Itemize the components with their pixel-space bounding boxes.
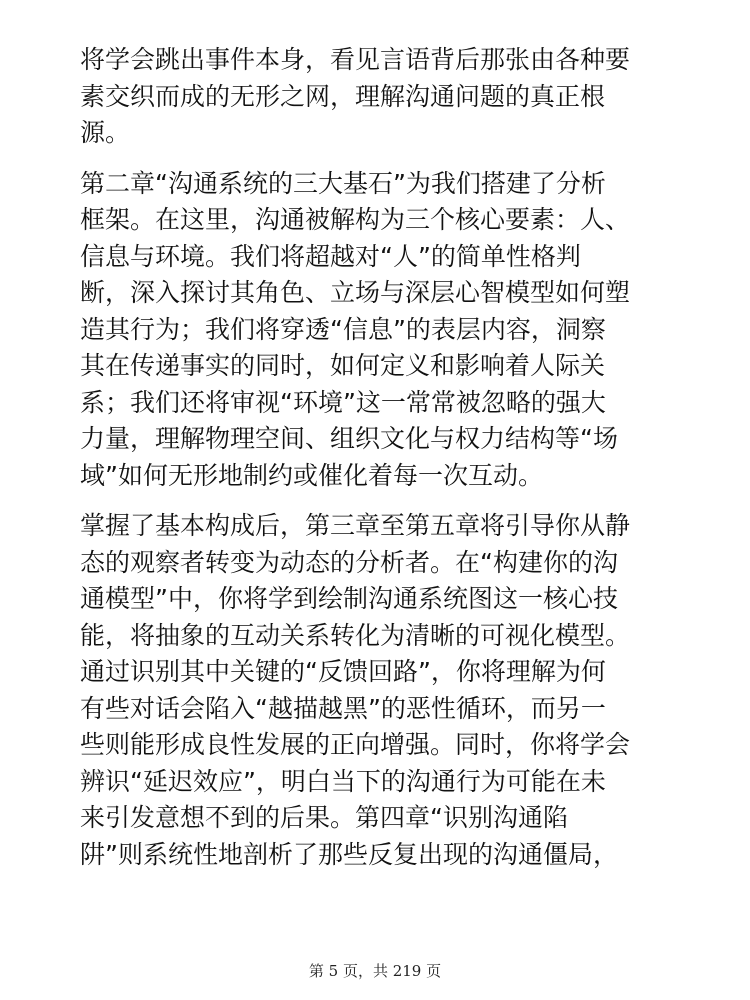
text-line: 掌握了基本构成后，第三章至第五章将引导你从静 (80, 511, 631, 540)
text-line: 力量，理解物理空间、组织文化与权力结构等“场 (80, 424, 618, 453)
text-line: 信息与环境。我们将超越对“人”的简单性格判 (80, 241, 581, 271)
text-line: 通过识别其中关键的“反馈回路”，你将理解为何 (80, 657, 606, 686)
paragraph-2 (80, 166, 680, 495)
text-line: 有些对话会陷入“越描越黑”的恶性循环，而另一 (80, 693, 606, 723)
text-line: 将学会跳出事件本身，看见言语背后那张由各种要 (80, 45, 631, 74)
paragraph-3 (80, 508, 680, 873)
text-line: 域”如何无形地制约或催化着每一次互动。 (80, 460, 543, 490)
text-line: 断，深入探讨其角色、立场与深层心智模型如何塑 (80, 278, 631, 307)
text-line: 些则能形成良性发展的正向增强。同时，你将学会 (80, 730, 631, 759)
text-line: 能，将抽象的互动关系转化为清晰的可视化模型。 (80, 620, 631, 650)
text-line: 辨识“延迟效应”，明白当下的沟通行为可能在未 (80, 766, 606, 796)
page-number: 第 5 页，共 219 页 (308, 962, 442, 980)
text-line: 第二章“沟通系统的三大基石”为我们搭建了分析 (80, 168, 606, 198)
text-line: 来引发意想不到的后果。第四章“识别沟通陷 (80, 803, 568, 832)
text-line: 通模型”中，你将学到绘制沟通系统图这一核心技 (80, 584, 618, 613)
text-line: 框架。在这里，沟通被解构为三个核心要素：人、 (80, 205, 631, 234)
text-line: 系；我们还将审视“环境”这一常常被忽略的强大 (80, 387, 606, 417)
text-line: 阱”则系统性地剖析了那些反复出现的沟通僵局， (80, 839, 618, 869)
text-line: 态的观察者转变为动态的分析者。在“构建你的沟 (80, 547, 618, 577)
text-line: 造其行为；我们将穿透“信息”的表层内容，洞察 (80, 314, 606, 344)
body-text (80, 42, 680, 887)
text-line: 源。 (80, 118, 131, 147)
text-line: 其在传递事实的同时，如何定义和影响着人际关 (80, 351, 606, 380)
text-line: 素交织而成的无形之网，理解沟通问题的真正根 (80, 81, 606, 111)
paragraph-1 (80, 42, 680, 152)
